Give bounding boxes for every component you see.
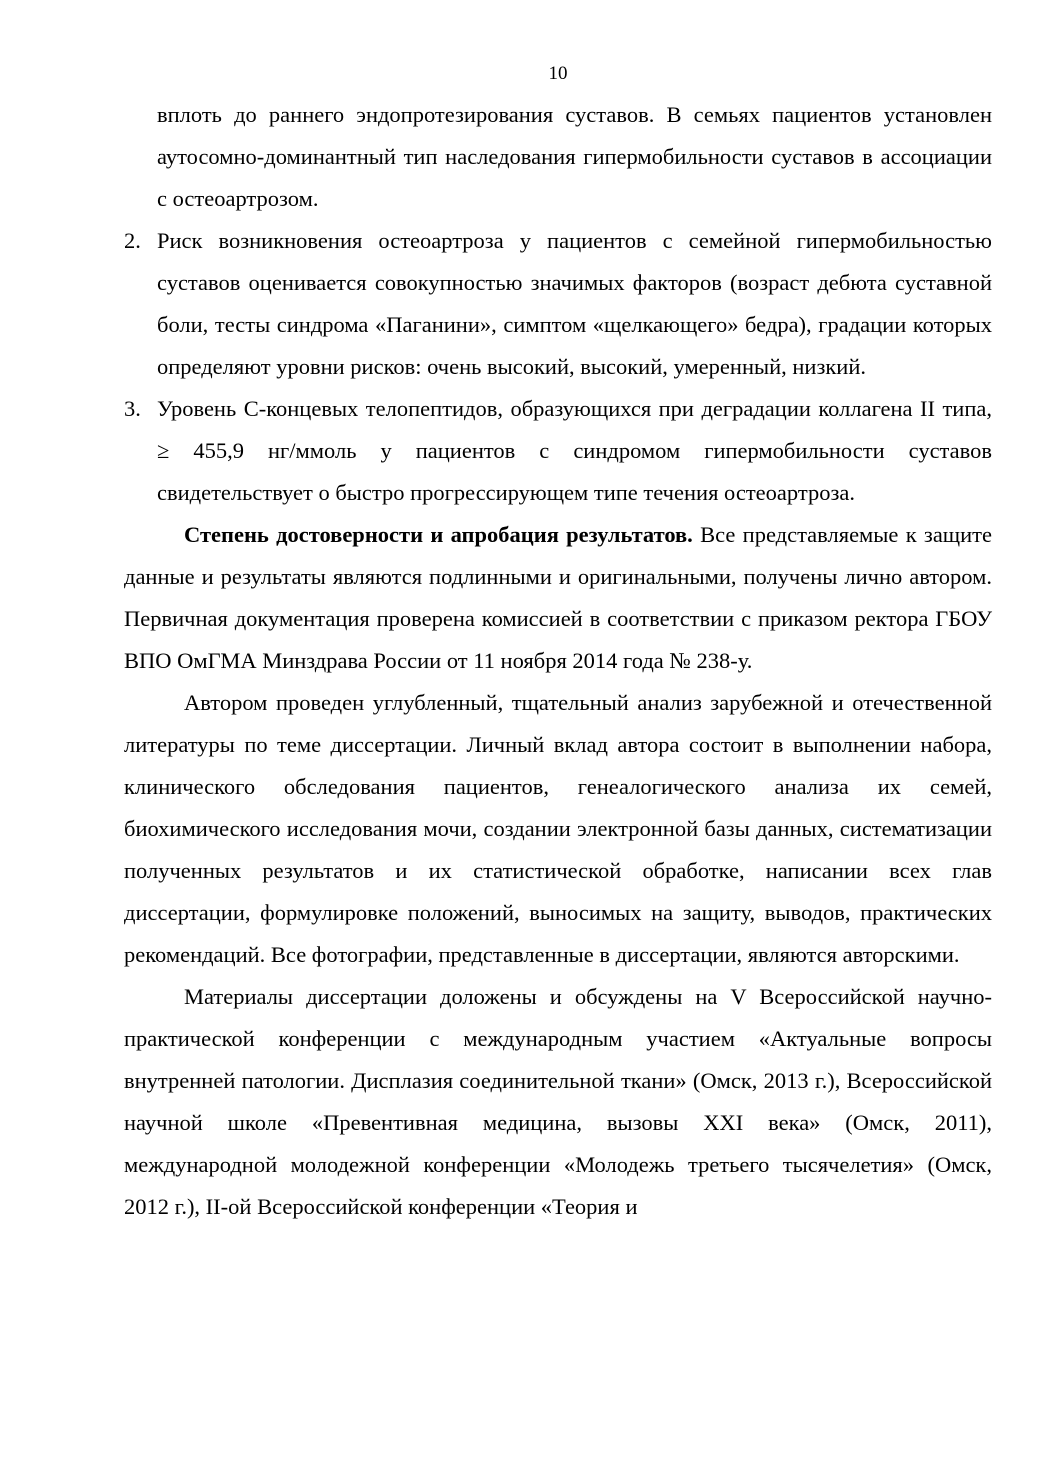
list-marker-3: 3. xyxy=(124,396,141,421)
page-content xyxy=(124,94,992,1228)
list-item-2-text: Риск возникновения остеоартроза у пациентов с семейной гипермобильностью суставов оценивается совокупностью значимых факторов (возраст дебюта суставной боли, тесты синдрома «Паганини», симптом «щелкающего» бедра), градации которых определяют уровни рисков: очень высокий, высокий, умеренный, низкий. xyxy=(157,228,992,379)
section-heading: Степень достоверности и апробация результатов. xyxy=(184,522,693,547)
paragraph-author-contribution: Автором проведен углубленный, тщательный анализ зарубежной и отечественной литературы по теме диссертации. Личный вклад автора состоит в выполнении набора, клинического обследования пациентов, генеалогического анализа их семей, биохимического исследования мочи, создании электронной базы данных, систематизации полученных результатов и их статистической обработке, написании всех глав диссертации, формулировке положений, выносимых на защиту, выводов, практических рекомендаций. Все фотографии, представленные в диссертации, являются авторскими. xyxy=(124,690,992,967)
list-item-3 xyxy=(124,388,992,514)
paragraph-conferences: Материалы диссертации доложены и обсуждены на V Всероссийской научно-практической конференции с международным участием «Актуальные вопросы внутренней патологии. Дисплазия соединительной ткани» (Омск, 2013 г.), Всероссийской научной школе «Превентивная медицина, вызовы XXI века» (Омск, 2011), международной молодежной конференции «Молодежь третьего тысячелетия» (Омск, 2012 г.), II-ой Всероссийской конференции «Теория и xyxy=(124,984,992,1219)
list-marker-2: 2. xyxy=(124,228,141,253)
section-heading-text: Все представляемые к защите данные и результаты являются подлинными и оригинальными, получены лично автором. Первичная документация проверена комиссией в соответствии с приказом ректора ГБОУ ВПО ОмГМА Минздрава России от 11 ноября 2014 года № 238-у. xyxy=(124,522,992,673)
page-number: 10 xyxy=(548,63,568,84)
list-item-2 xyxy=(124,220,992,388)
list-item-continuation-text: вплоть до раннего эндопротезирования суставов. В семьях пациентов установлен аутосомно-доминантный тип наследования гипермобильности суставов в ассоциации с остеоартрозом. xyxy=(157,102,992,211)
list-item-3-text: Уровень С-концевых телопептидов, образующихся при деградации коллагена II типа, ≥ 455,9 нг/ммоль у пациентов с синдромом гипермобильности суставов свидетельствует о быстро прогрессирующем типе течения остеоартроза. xyxy=(157,396,992,505)
section-paragraph-reliability xyxy=(124,514,992,682)
list-item-continuation xyxy=(124,94,992,220)
